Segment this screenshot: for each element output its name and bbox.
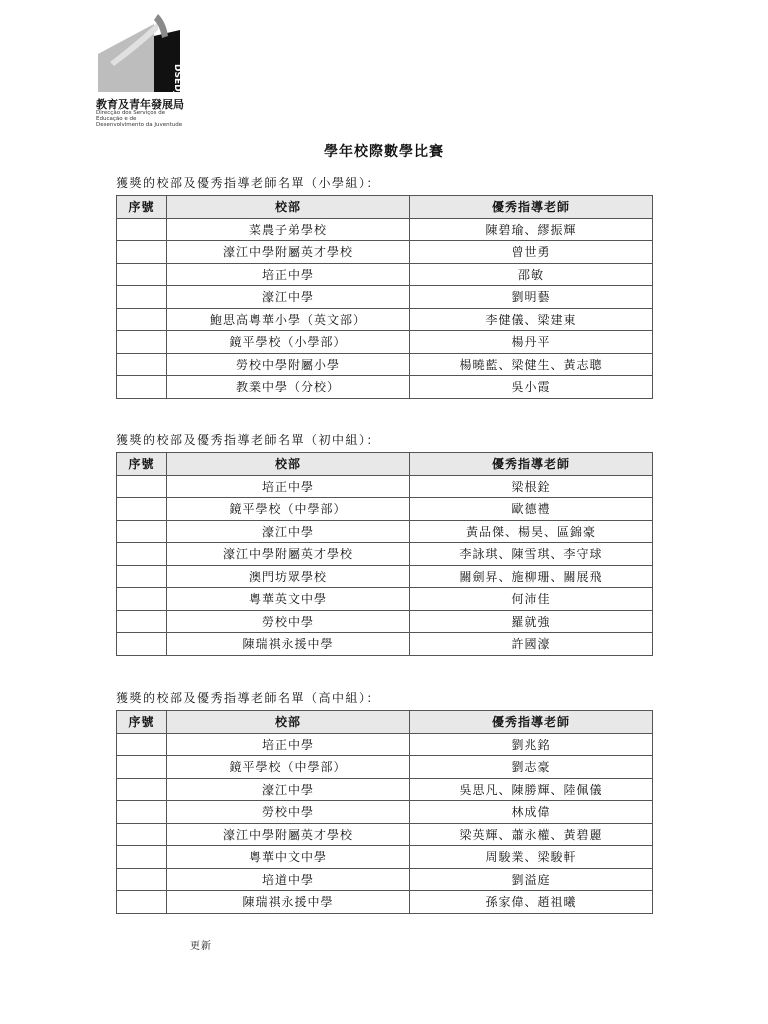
section-caption: 獲獎的校部及優秀指導老師名單（初中組）： [116, 433, 381, 447]
cell-teachers: 林成偉 [410, 801, 653, 824]
cell-no [117, 376, 167, 399]
cell-teachers: 許國濠 [410, 633, 653, 656]
table-row [117, 756, 653, 779]
cell-teachers: 周駿業、梁駿軒 [410, 846, 653, 869]
cell-school: 培道中學 [167, 868, 410, 891]
cell-school: 菜農子弟學校 [167, 218, 410, 241]
cell-school: 鏡平學校（中學部） [167, 498, 410, 521]
update-note: 更新 [190, 941, 212, 952]
section-senior-secondary [116, 688, 652, 914]
cell-teachers: 李詠琪、陳雪琪、李守球 [410, 543, 653, 566]
header-school: 校部 [167, 453, 410, 476]
cell-school: 勞校中學 [167, 610, 410, 633]
table-row [117, 823, 653, 846]
cell-school: 濠江中學 [167, 778, 410, 801]
cell-teachers: 何沛佳 [410, 588, 653, 611]
cell-school: 澳門坊眾學校 [167, 565, 410, 588]
table-row [117, 475, 653, 498]
cell-teachers: 曾世勇 [410, 241, 653, 264]
table-row [117, 778, 653, 801]
document-title: 學年校際數學比賽 [324, 144, 444, 160]
table-header-row [117, 453, 653, 476]
section-primary [116, 173, 652, 399]
cell-no [117, 308, 167, 331]
cell-teachers: 楊丹平 [410, 331, 653, 354]
cell-school: 勞校中學附屬小學 [167, 353, 410, 376]
cell-school: 教業中學（分校） [167, 376, 410, 399]
cell-teachers: 梁英輝、蕭永權、黃碧麗 [410, 823, 653, 846]
table-row [117, 868, 653, 891]
table-row [117, 846, 653, 869]
header-school: 校部 [167, 196, 410, 219]
cell-teachers: 關劍昇、施柳珊、關展飛 [410, 565, 653, 588]
table-header-row [117, 196, 653, 219]
table-row [117, 218, 653, 241]
cell-no [117, 331, 167, 354]
header-school: 校部 [167, 711, 410, 734]
cell-school: 勞校中學 [167, 801, 410, 824]
logo-name: 教育及青年發展局 [96, 98, 184, 111]
cell-teachers: 劉志豪 [410, 756, 653, 779]
table-row [117, 891, 653, 914]
cell-school: 陳瑞祺永援中學 [167, 633, 410, 656]
table-row [117, 610, 653, 633]
header-no: 序號 [117, 711, 167, 734]
cell-school: 培正中學 [167, 733, 410, 756]
cell-school: 粵華中文中學 [167, 846, 410, 869]
cell-no [117, 801, 167, 824]
awards-table [116, 452, 653, 656]
cell-no [117, 353, 167, 376]
cell-teachers: 吳思凡、陳勝輝、陸佩儀 [410, 778, 653, 801]
header-no: 序號 [117, 453, 167, 476]
header-teachers: 優秀指導老師 [410, 711, 653, 734]
cell-teachers: 劉兆銘 [410, 733, 653, 756]
table-row [117, 263, 653, 286]
cell-school: 鏡平學校（小學部） [167, 331, 410, 354]
cell-school: 濠江中學附屬英才學校 [167, 543, 410, 566]
table-row [117, 543, 653, 566]
cell-no [117, 475, 167, 498]
table-row [117, 588, 653, 611]
cell-teachers: 梁根銓 [410, 475, 653, 498]
cell-teachers: 黃品傑、楊昊、區錦豪 [410, 520, 653, 543]
header-teachers: 優秀指導老師 [410, 453, 653, 476]
awards-table [116, 195, 653, 399]
cell-school: 陳瑞祺永援中學 [167, 891, 410, 914]
cell-teachers: 李健儀、梁建東 [410, 308, 653, 331]
cell-no [117, 756, 167, 779]
cell-no [117, 846, 167, 869]
table-row [117, 241, 653, 264]
table-row [117, 376, 653, 399]
awards-table [116, 710, 653, 914]
cell-teachers: 歐德禮 [410, 498, 653, 521]
section-junior-secondary [116, 430, 652, 656]
table-row [117, 353, 653, 376]
cell-teachers: 羅就強 [410, 610, 653, 633]
table-row [117, 308, 653, 331]
cell-teachers: 劉明藝 [410, 286, 653, 309]
cell-school: 培正中學 [167, 475, 410, 498]
cell-school: 濠江中學附屬英才學校 [167, 823, 410, 846]
cell-school: 鮑思高粵華小學（英文部） [167, 308, 410, 331]
table-row [117, 733, 653, 756]
cell-no [117, 543, 167, 566]
cell-no [117, 498, 167, 521]
cell-no [117, 823, 167, 846]
table-row [117, 520, 653, 543]
table-row [117, 331, 653, 354]
cell-no [117, 520, 167, 543]
cell-school: 濠江中學附屬英才學校 [167, 241, 410, 264]
cell-school: 濠江中學 [167, 520, 410, 543]
cell-teachers: 邵敏 [410, 263, 653, 286]
table-row [117, 286, 653, 309]
cell-no [117, 588, 167, 611]
section-caption: 獲獎的校部及優秀指導老師名單（小學組）： [116, 176, 381, 190]
cell-no [117, 778, 167, 801]
cell-no [117, 891, 167, 914]
cell-no [117, 633, 167, 656]
cell-school: 培正中學 [167, 263, 410, 286]
cell-school: 濠江中學 [167, 286, 410, 309]
cell-teachers: 孫家偉、趙祖曦 [410, 891, 653, 914]
table-row [117, 565, 653, 588]
table-row [117, 633, 653, 656]
table-row [117, 498, 653, 521]
cell-school: 粵華英文中學 [167, 588, 410, 611]
header-no: 序號 [117, 196, 167, 219]
cell-no [117, 263, 167, 286]
header-teachers: 優秀指導老師 [410, 196, 653, 219]
cell-no [117, 218, 167, 241]
table-header-row [117, 711, 653, 734]
cell-no [117, 733, 167, 756]
cell-no [117, 610, 167, 633]
cell-teachers: 陳碧瑜、繆振輝 [410, 218, 653, 241]
cell-school: 鏡平學校（中學部） [167, 756, 410, 779]
cell-teachers: 吳小霞 [410, 376, 653, 399]
logo-badge-text: DSEDJ [172, 64, 182, 95]
cell-teachers: 劉溢庭 [410, 868, 653, 891]
cell-no [117, 241, 167, 264]
cell-no [117, 565, 167, 588]
section-caption: 獲獎的校部及優秀指導老師名單（高中組）： [116, 691, 381, 705]
cell-no [117, 286, 167, 309]
table-row [117, 801, 653, 824]
cell-no [117, 868, 167, 891]
logo-subtitle: Direcção dos Serviços de Educação e de Desenvolvimento da Juventude [96, 110, 183, 128]
cell-teachers: 楊曉藍、梁健生、黃志聰 [410, 353, 653, 376]
